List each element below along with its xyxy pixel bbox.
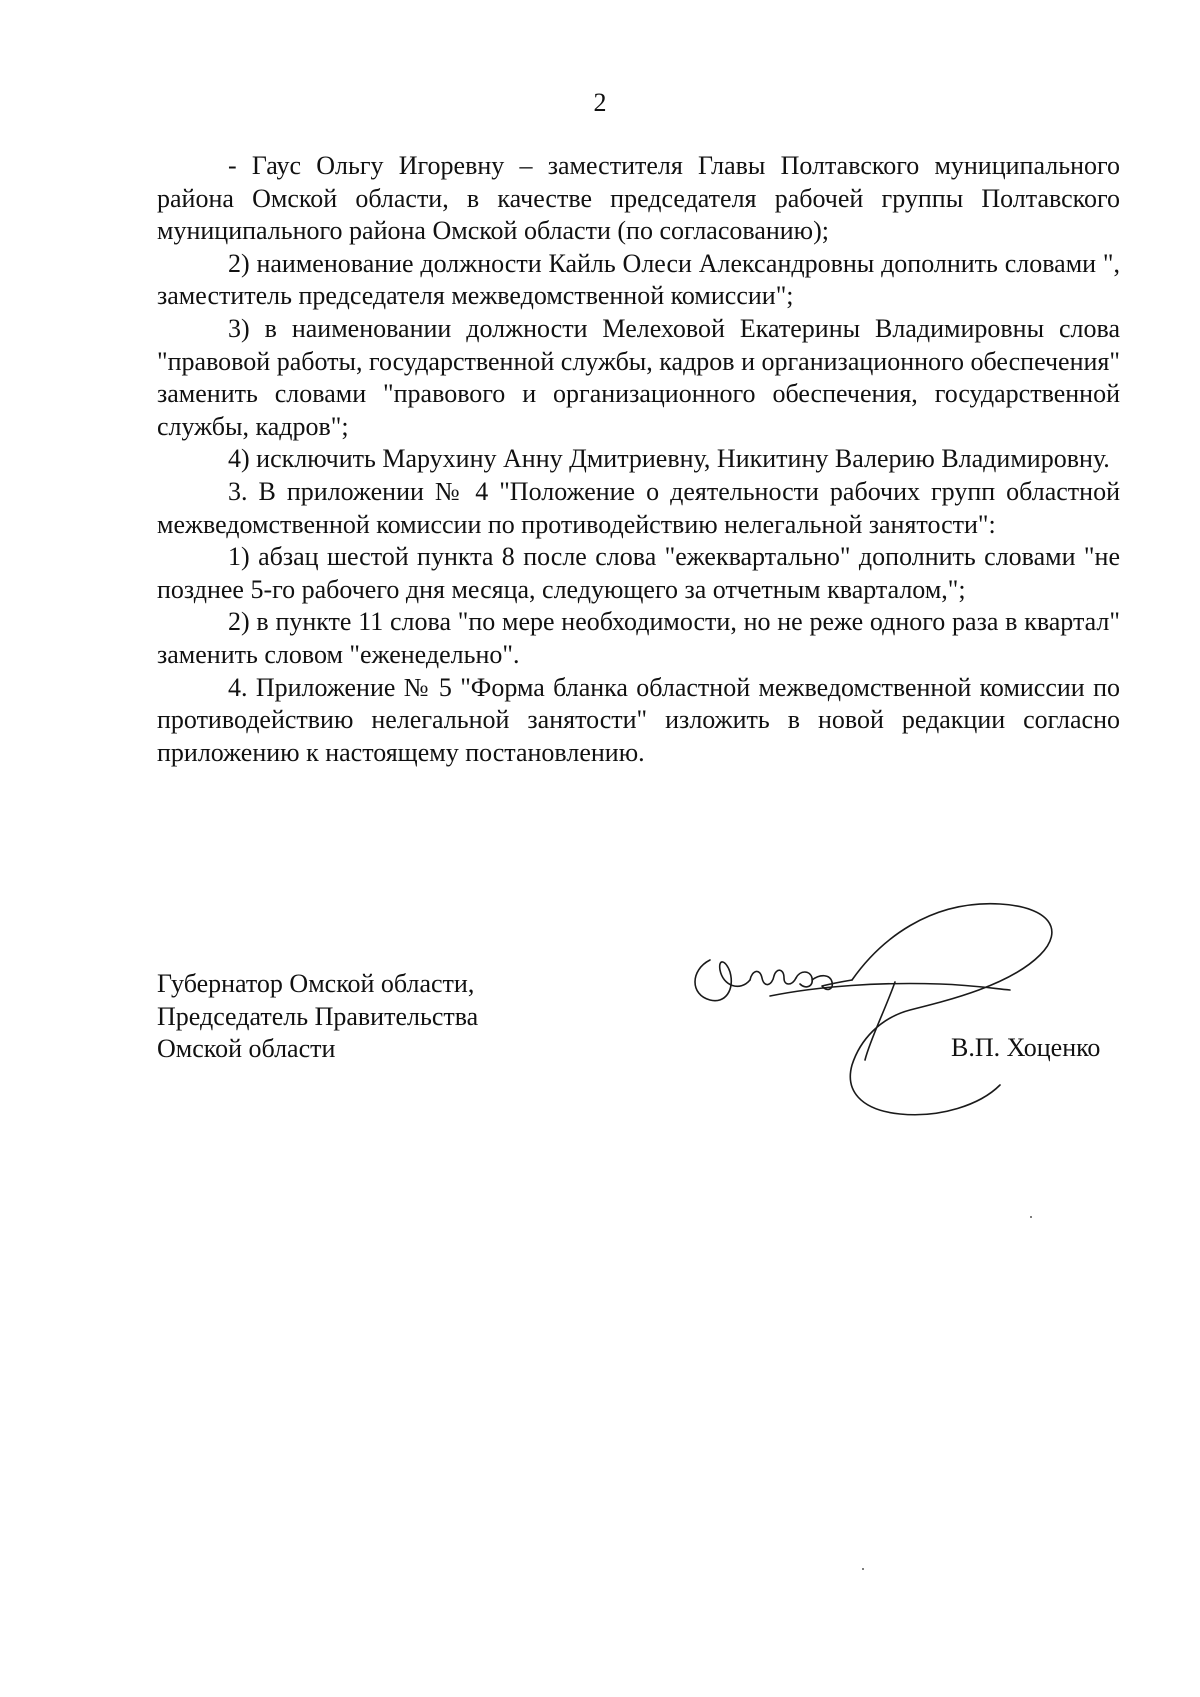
paragraph-section-3: 3. В приложении № 4 "Положение о деятельности рабочих групп областной межведомственной комиссии по противодействию нелегальной занятости": <box>157 476 1120 539</box>
paragraph-item-2: 2) наименование должности Кайль Олеси Александровны дополнить словами ", заместитель председателя межведомственной комиссии"; <box>157 248 1120 311</box>
signatory-title-line: Омской области <box>157 1034 336 1064</box>
paragraph-gaus: - Гаус Ольгу Игоревну – заместителя Главы Полтавского муниципального района Омской области, в качестве председателя рабочей группы Полтавского муниципального района Омской области (по согласованию); <box>157 151 1120 246</box>
scan-speck <box>1030 1216 1032 1218</box>
signatory-title <box>157 968 478 1066</box>
paragraph-section-3-item-2: 2) в пункте 11 слова "по мере необходимости, но не реже одного раза в квартал" заменить словом "еженедельно". <box>157 607 1120 669</box>
signatory-title-line: Председатель Правительства <box>157 1001 479 1031</box>
handwritten-signature <box>680 900 1100 1130</box>
scan-speck <box>862 1568 864 1570</box>
page-number: 2 <box>593 88 607 117</box>
document-body <box>157 150 1120 769</box>
signatory-title-line: Губернатор Омской области, <box>157 969 475 998</box>
paragraph-section-3-item-1: 1) абзац шестой пункта 8 после слова "ежеквартально" дополнить словами "не позднее 5-го рабочего дня месяца, следующего за отчетным кварталом,"; <box>157 542 1120 604</box>
paragraph-item-3: 3) в наименовании должности Мелеховой Екатерины Владимировны слова "правовой работы, государственной службы, кадров и организационного обеспечения" заменить словами "правового и организационного обеспечения, государственной службы, кадров"; <box>157 313 1120 441</box>
signatory-name: В.П. Хоценко <box>951 1033 1101 1062</box>
paragraph-item-4: 4) исключить Марухину Анну Дмитриевну, Никитину Валерию Владимировну. <box>228 444 1110 474</box>
paragraph-section-4: 4. Приложение № 5 "Форма бланка областной межведомственной комиссии по противодействию нелегальной занятости" изложить в новой редакции согласно приложению к настоящему постановлению. <box>157 672 1120 767</box>
